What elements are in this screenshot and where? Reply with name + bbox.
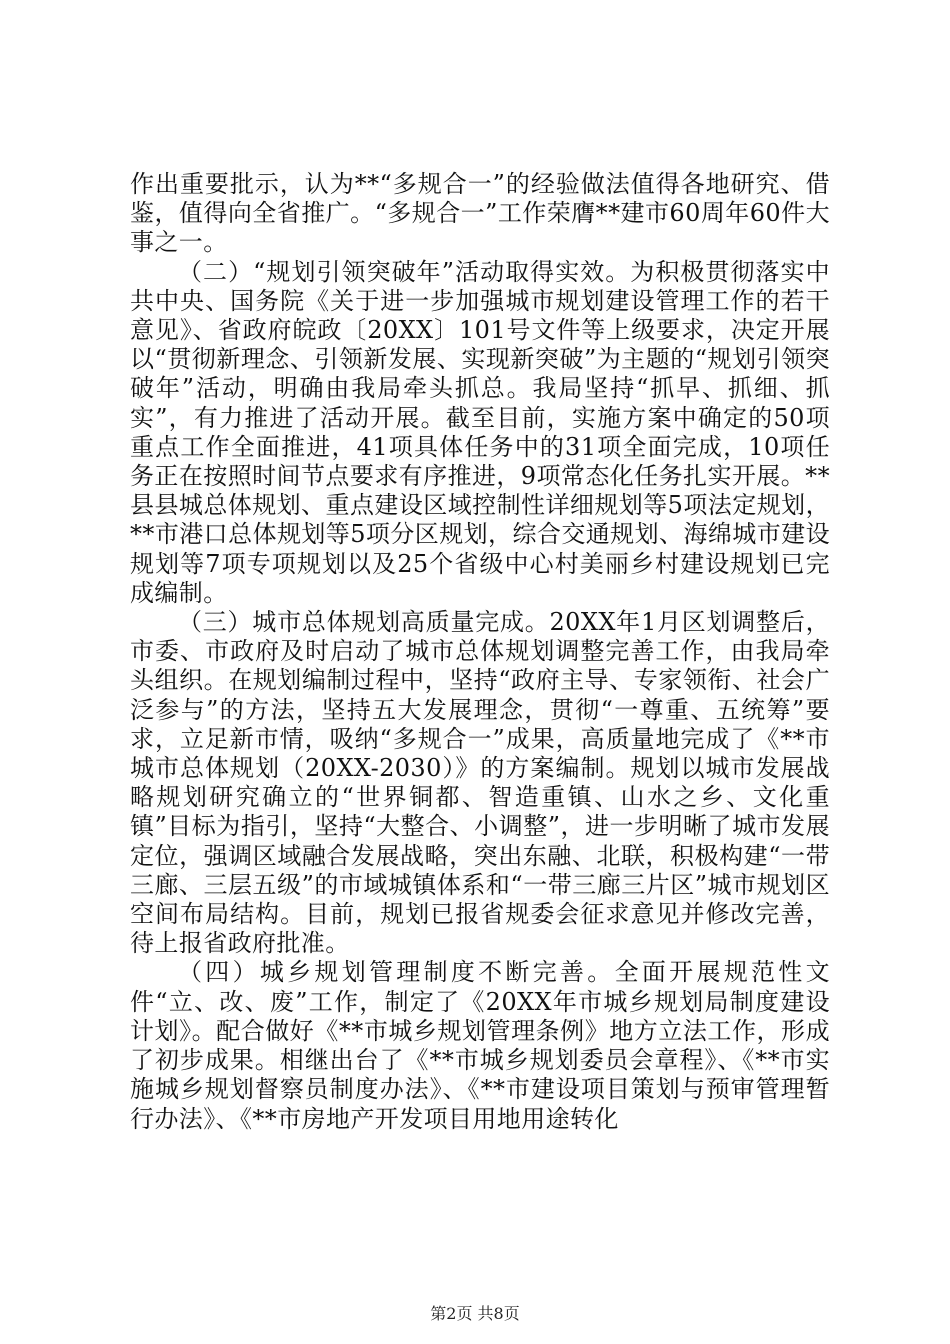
paragraph-section-4: （四）城乡规划管理制度不断完善。全面开展规范性文件“立、改、废”工作，制定了《20XX年市城乡规划局制度建设计划》。配合做好《**市城乡规划管理条例》地方立法工作，形成了初步成果。相继出台了《**市城乡规划委员会章程》、《**市实施城乡规划督察员制度办法》、《**市建设项目策划与预审管理暂行办法》、《**市房地产开发项目用地用途转化 xyxy=(130,958,830,1133)
page-number-footer: 第2页 共8页 xyxy=(430,1304,520,1323)
document-body xyxy=(130,170,830,1134)
paragraph-section-3: （三）城市总体规划高质量完成。20XX年1月区划调整后，市委、市政府及时启动了城市总体规划调整完善工作，由我局牵头组织。在规划编制过程中，坚持“政府主导、专家领衔、社会广泛参与”的方法，坚持五大发展理念，贯彻“一尊重、五统筹”要求，立足新市情，吸纳“多规合一”成果，高质量地完成了《**市城市总体规划（20XX-2030）》的方案编制。规划以城市发展战略规划研究确立的“世界铜都、智造重镇、山水之乡、文化重镇”目标为指引，坚持“大整合、小调整”，进一步明晰了城市发展定位，强调区域融合发展战略，突出东融、北联，积极构建“一带三廊、三层五级”的市域城镇体系和“一带三廊三片区”城市规划区空间布局结构。目前，规划已报省规委会征求意见并修改完善，待上报省政府批准。 xyxy=(130,608,830,958)
paragraph-continuation: 作出重要批示，认为**“多规合一”的经验做法值得各地研究、借鉴，值得向全省推广。“多规合一”工作荣膺**建市60周年60件大事之一。 xyxy=(130,170,830,257)
paragraph-section-2: （二）“规划引领突破年”活动取得实效。为积极贯彻落实中共中央、国务院《关于进一步加强城市规划建设管理工作的若干意见》、省政府皖政〔20XX〕101号文件等上级要求，决定开展以“贯彻新理念、引领新发展、实现新突破”为主题的“规划引领突破年”活动，明确由我局牵头抓总。我局坚持“抓早、抓细、抓实”，有力推进了活动开展。截至目前，实施方案中确定的50项重点工作全面推进，41项具体任务中的31项全面完成，10项任务正在按照时间节点要求有序推进，9项常态化任务扎实开展。**县县城总体规划、重点建设区域控制性详细规划等5项法定规划，**市港口总体规划等5项分区规划，综合交通规划、海绵城市建设规划等7项专项规划以及25个省级中心村美丽乡村建设规划已完成编制。 xyxy=(130,257,830,607)
